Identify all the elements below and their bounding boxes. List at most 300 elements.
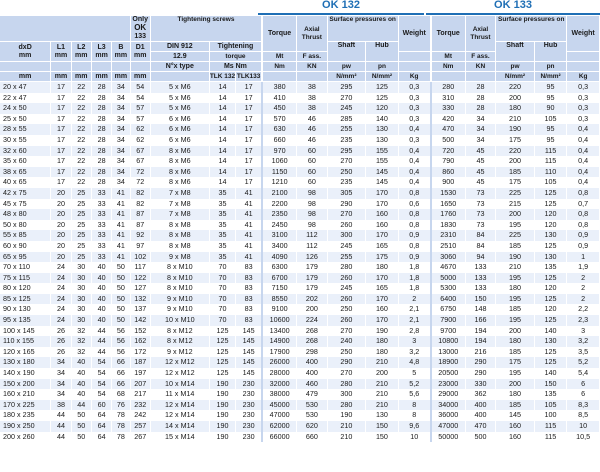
value-cell: 285 [327, 114, 366, 125]
table-row [0, 209, 600, 220]
value-cell: 83 [236, 294, 262, 305]
value-cell: 479 [297, 389, 327, 400]
value-cell: 15 x M14 [150, 432, 209, 443]
value-cell: 260 [327, 273, 366, 284]
value-cell: 2 [567, 294, 600, 305]
value-cell: 135 [534, 262, 567, 273]
value-cell: 195 [496, 273, 535, 284]
value-cell: 70 [209, 273, 235, 284]
value-cell: 133 [465, 273, 495, 284]
value-cell: 200 [496, 326, 535, 337]
value-cell: 32000 [262, 379, 297, 390]
value-cell: 200 [496, 93, 535, 104]
size-cell: 130 x 180 [0, 357, 51, 368]
value-cell: 17 [236, 177, 262, 188]
header-blank-row4 [112, 62, 130, 72]
value-cell: 170 [366, 273, 399, 284]
value-cell: 18900 [431, 357, 466, 368]
value-cell: 195 [496, 315, 535, 326]
value-cell: 34 [112, 82, 130, 93]
value-cell: 50 [71, 421, 91, 432]
value-cell: 45 [465, 167, 495, 178]
value-cell: 115 [534, 146, 567, 157]
value-cell: 82 [130, 199, 150, 210]
value-cell: 12 x M12 [150, 357, 209, 368]
value-cell: 250 [327, 347, 366, 358]
value-cell: 9 x M12 [150, 347, 209, 358]
value-cell: 165 [366, 283, 399, 294]
size-cell: 55 x 85 [0, 230, 51, 241]
value-cell: 6400 [431, 294, 466, 305]
value-cell: 160 [496, 421, 535, 432]
table-row [0, 124, 600, 135]
value-cell: 2,2 [567, 304, 600, 315]
value-cell: 54 [91, 357, 111, 368]
value-cell: 133 [465, 262, 495, 273]
header-pw-133: pw [496, 62, 535, 72]
value-cell: 0,3 [567, 82, 600, 93]
value-cell: 30 [71, 304, 91, 315]
table-row [0, 156, 600, 167]
value-cell: 230 [236, 389, 262, 400]
size-cell: 22 x 47 [0, 93, 51, 104]
value-cell: 41 [112, 252, 130, 263]
value-cell: 68 [112, 389, 130, 400]
value-cell: 32 [71, 336, 91, 347]
table-row [0, 294, 600, 305]
value-cell: 190 [209, 421, 235, 432]
value-cell: 35 [209, 220, 235, 231]
value-cell: 0,4 [567, 156, 600, 167]
value-cell: 72 [130, 167, 150, 178]
value-cell: 0,4 [398, 124, 431, 135]
unit-kg-132: Kg [398, 72, 431, 82]
value-cell: 2,1 [398, 315, 431, 326]
value-cell: 130 [366, 124, 399, 135]
value-cell: 125 [366, 93, 399, 104]
table-row [0, 262, 600, 273]
header-kn-132: KN [297, 62, 327, 72]
value-cell: 245 [327, 241, 366, 252]
value-cell: 300 [327, 389, 366, 400]
value-cell: 280 [327, 400, 366, 411]
header-d1: D1 mm [130, 42, 150, 62]
value-cell: 125 [209, 347, 235, 358]
header-torque-132: Torque [262, 16, 297, 52]
value-cell: 105 [534, 114, 567, 125]
value-cell: 26 [51, 336, 71, 347]
value-cell: 83 [236, 273, 262, 284]
value-cell: 50 [71, 432, 91, 443]
value-cell: 20 [51, 252, 71, 263]
value-cell: 17 [51, 177, 71, 188]
size-cell: 200 x 260 [0, 432, 51, 443]
value-cell: 860 [431, 167, 466, 178]
value-cell: 170 [366, 230, 399, 241]
value-cell: 1650 [431, 199, 466, 210]
value-cell: 5,2 [398, 379, 431, 390]
value-cell: 24 [51, 283, 71, 294]
table-row [0, 188, 600, 199]
value-cell: 54 [130, 82, 150, 93]
value-cell: 8,3 [567, 400, 600, 411]
value-cell: 7 x M8 [150, 199, 209, 210]
value-cell: 22 [71, 167, 91, 178]
value-cell: 20500 [431, 368, 466, 379]
value-cell: 73 [465, 209, 495, 220]
unit-mm: mm [0, 72, 51, 82]
value-cell: 190 [366, 326, 399, 337]
value-cell: 34 [112, 135, 130, 146]
value-cell: 45000 [262, 400, 297, 411]
value-cell: 41 [112, 199, 130, 210]
header-grade: 12.9 [150, 52, 209, 62]
size-cell: 28 x 55 [0, 124, 51, 135]
value-cell: 54 [91, 379, 111, 390]
size-cell: 32 x 60 [0, 146, 51, 157]
value-cell: 34 [112, 114, 130, 125]
value-cell: 34 [112, 124, 130, 135]
value-cell: 46 [297, 124, 327, 135]
header-blank-row4 [130, 62, 150, 72]
value-cell: 17 [51, 167, 71, 178]
value-cell: 190 [327, 410, 366, 421]
value-cell: 112 [297, 241, 327, 252]
value-cell: 20 [51, 230, 71, 241]
header-hub-132: Hub [366, 42, 399, 62]
value-cell: 0,9 [398, 230, 431, 241]
value-cell: 125 [534, 188, 567, 199]
value-cell: 98 [297, 220, 327, 231]
value-cell: 100 [534, 410, 567, 421]
header-nx-type: N°x type [150, 62, 209, 72]
value-cell: 194 [465, 336, 495, 347]
value-cell: 28 [465, 93, 495, 104]
value-cell: 9 x M10 [150, 294, 209, 305]
value-cell: 17 [51, 114, 71, 125]
value-cell: 41 [112, 209, 130, 220]
value-cell: 28 [465, 103, 495, 114]
table-row [0, 326, 600, 337]
value-cell: 280 [431, 82, 466, 93]
value-cell: 95 [534, 93, 567, 104]
value-cell: 33 [91, 252, 111, 263]
value-cell: 34 [112, 177, 130, 188]
value-cell: 135 [534, 389, 567, 400]
value-cell: 125 [209, 368, 235, 379]
value-cell: 28 [91, 167, 111, 178]
value-cell: 235 [327, 177, 366, 188]
value-cell: 185 [496, 400, 535, 411]
value-cell: 310 [431, 93, 466, 104]
value-cell: 200 [496, 209, 535, 220]
value-cell: 17 [51, 82, 71, 93]
value-cell: 83 [236, 283, 262, 294]
value-cell: 76 [112, 400, 130, 411]
value-cell: 23000 [431, 379, 466, 390]
table-row [0, 146, 600, 157]
value-cell: 6 x M6 [150, 114, 209, 125]
value-cell: 530 [297, 410, 327, 421]
value-cell: 82 [130, 188, 150, 199]
header-torque-133: Torque [431, 16, 466, 52]
value-cell: 230 [236, 400, 262, 411]
value-cell: 162 [130, 336, 150, 347]
table-row [0, 400, 600, 411]
value-cell: 570 [262, 114, 297, 125]
header-blank-132 [398, 52, 431, 62]
table-row [0, 421, 600, 432]
value-cell: 8 x M6 [150, 177, 209, 188]
value-cell: 155 [366, 146, 399, 157]
value-cell: 0,8 [567, 220, 600, 231]
value-cell: 0,3 [398, 93, 431, 104]
value-cell: 10600 [262, 315, 297, 326]
value-cell: 450 [262, 103, 297, 114]
value-cell: 84 [465, 241, 495, 252]
value-cell: 117 [130, 262, 150, 273]
header-weight-133: Weight [567, 16, 600, 52]
value-cell: 195 [496, 220, 535, 231]
value-cell: 40 [91, 283, 111, 294]
value-cell: 24 [51, 294, 71, 305]
value-cell: 41 [112, 230, 130, 241]
value-cell: 125 [534, 357, 567, 368]
table-row [0, 230, 600, 241]
value-cell: 130 [534, 252, 567, 263]
value-cell: 57 [130, 114, 150, 125]
value-cell: 120 [534, 220, 567, 231]
value-cell: 6 x M6 [150, 124, 209, 135]
value-cell: 14 [209, 167, 235, 178]
value-cell: 30 [71, 315, 91, 326]
value-cell: 2350 [262, 209, 297, 220]
header-torque-word: torque [209, 52, 262, 62]
value-cell: 94 [465, 252, 495, 263]
value-cell: 190 [209, 410, 235, 421]
header-pn-133: pn [534, 62, 567, 72]
value-cell: 0,8 [398, 188, 431, 199]
value-cell: 12 x M14 [150, 410, 209, 421]
value-cell: 0,8 [398, 220, 431, 231]
value-cell: 14 x M14 [150, 421, 209, 432]
value-cell: 0,4 [398, 156, 431, 167]
value-cell: 28000 [262, 368, 297, 379]
value-cell: 25 [71, 199, 91, 210]
value-cell: 140 [534, 368, 567, 379]
value-cell: 207 [130, 379, 150, 390]
value-cell: 17 [51, 146, 71, 157]
value-cell: 900 [431, 177, 466, 188]
value-cell: 5 x M6 [150, 103, 209, 114]
unit-nmm2-133: N/mm² [496, 72, 535, 82]
value-cell: 78 [112, 421, 130, 432]
value-cell: 220 [496, 146, 535, 157]
value-cell: 122 [130, 273, 150, 284]
value-cell: 70 [209, 294, 235, 305]
value-cell: 260 [327, 294, 366, 305]
header-din: DIN 912 [150, 42, 209, 52]
value-cell: 145 [366, 177, 399, 188]
value-cell: 1150 [262, 167, 297, 178]
value-cell: 1210 [262, 177, 297, 188]
value-cell: 24 [51, 262, 71, 273]
value-cell: 280 [327, 262, 366, 273]
value-cell: 25 [71, 188, 91, 199]
value-cell: 230 [236, 410, 262, 421]
value-cell: 160 [366, 304, 399, 315]
value-cell: 10 x M10 [150, 315, 209, 326]
value-cell: 260 [327, 220, 366, 231]
value-cell: 17 [51, 156, 71, 167]
value-cell: 87 [130, 220, 150, 231]
value-cell: 257 [130, 421, 150, 432]
ok132-underline [258, 13, 424, 15]
value-cell: 28 [91, 177, 111, 188]
value-cell: 0,4 [398, 146, 431, 157]
value-cell: 40 [91, 262, 111, 273]
value-cell: 25 [71, 209, 91, 220]
value-cell: 3,2 [398, 347, 431, 358]
value-cell: 660 [262, 135, 297, 146]
value-cell: 137 [130, 304, 150, 315]
value-cell: 97 [130, 241, 150, 252]
value-cell: 105 [534, 400, 567, 411]
value-cell: 125 [209, 326, 235, 337]
value-cell: 14 [209, 114, 235, 125]
value-cell: 14 [209, 146, 235, 157]
value-cell: 8 x M8 [150, 220, 209, 231]
header-pw-132: pw [327, 62, 366, 72]
value-cell: 127 [130, 283, 150, 294]
size-cell: 80 x 120 [0, 283, 51, 294]
value-cell: 28 [91, 103, 111, 114]
value-cell: 0,8 [398, 209, 431, 220]
value-cell: 140 [366, 114, 399, 125]
value-cell: 217 [130, 389, 150, 400]
value-cell: 8 x M8 [150, 241, 209, 252]
table-row [0, 135, 600, 146]
header-hub-133: Hub [534, 42, 567, 62]
value-cell: 28 [91, 135, 111, 146]
value-cell: 190 [496, 124, 535, 135]
value-cell: 56 [112, 347, 130, 358]
value-cell: 20 [51, 241, 71, 252]
value-cell: 50 [112, 283, 130, 294]
value-cell: 166 [465, 315, 495, 326]
value-cell: 3 [398, 336, 431, 347]
value-cell: 73 [465, 220, 495, 231]
value-cell: 8 x M10 [150, 273, 209, 284]
value-cell: 2 [567, 273, 600, 284]
value-cell: 32 [71, 326, 91, 337]
value-cell: 20 [51, 188, 71, 199]
header-blank-row4 [71, 62, 91, 72]
value-cell: 4090 [262, 252, 297, 263]
value-cell: 0,4 [567, 146, 600, 157]
value-cell: 10,5 [567, 432, 600, 443]
value-cell: 210 [366, 379, 399, 390]
size-cell: 90 x 130 [0, 304, 51, 315]
value-cell: 34 [51, 379, 71, 390]
value-cell: 180 [496, 283, 535, 294]
value-cell: 22 [71, 82, 91, 93]
value-cell: 215 [496, 199, 535, 210]
value-cell: 60 [297, 156, 327, 167]
value-cell: 26 [51, 347, 71, 358]
table-row [0, 389, 600, 400]
size-cell: 25 x 50 [0, 114, 51, 125]
value-cell: 33 [91, 188, 111, 199]
value-cell: 6 x M6 [150, 135, 209, 146]
value-cell: 67 [130, 156, 150, 167]
table-row [0, 368, 600, 379]
table-row [0, 273, 600, 284]
table-row [0, 93, 600, 104]
header-kn-133: KN [465, 62, 495, 72]
unit-blank [150, 72, 209, 82]
value-cell: 11 x M14 [150, 389, 209, 400]
value-cell: 60 [297, 167, 327, 178]
size-cell: 70 x 110 [0, 262, 51, 273]
value-cell: 125 [534, 241, 567, 252]
value-cell: 78 [112, 432, 130, 443]
value-cell: 120 [534, 304, 567, 315]
value-cell: 270 [327, 209, 366, 220]
unit-nmm2-132: N/mm² [327, 72, 366, 82]
table-row [0, 241, 600, 252]
value-cell: 34 [112, 167, 130, 178]
value-cell: 45 [465, 177, 495, 188]
value-cell: 140 [534, 326, 567, 337]
header-l2: L2 mm [71, 42, 91, 62]
value-cell: 5,4 [567, 368, 600, 379]
value-cell: 1,9 [567, 262, 600, 273]
value-cell: 17 [236, 82, 262, 93]
value-cell: 34 [465, 135, 495, 146]
value-cell: 54 [91, 389, 111, 400]
value-cell: 0,3 [398, 114, 431, 125]
value-cell: 5,2 [567, 357, 600, 368]
value-cell: 125 [534, 347, 567, 358]
value-cell: 47000 [431, 421, 466, 432]
header-fass-133: F ass. [465, 52, 495, 62]
value-cell: 25 [71, 241, 91, 252]
header-blank-kg-132 [398, 62, 431, 72]
value-cell: 250 [327, 167, 366, 178]
value-cell: 126 [297, 252, 327, 263]
value-cell: 185 [496, 347, 535, 358]
value-cell: 17 [236, 135, 262, 146]
value-cell: 1,8 [398, 283, 431, 294]
value-cell: 9700 [431, 326, 466, 337]
table-row [0, 199, 600, 210]
value-cell: 130 [366, 135, 399, 146]
value-cell: 175 [496, 357, 535, 368]
value-cell: 44 [71, 400, 91, 411]
value-cell: 78 [112, 410, 130, 421]
value-cell: 38 [51, 400, 71, 411]
header-blank-row4 [0, 62, 51, 72]
value-cell: 22 [71, 103, 91, 114]
table-row [0, 82, 600, 93]
value-cell: 33 [91, 241, 111, 252]
value-cell: 200 [297, 304, 327, 315]
value-cell: 66 [112, 357, 130, 368]
value-cell: 34 [465, 124, 495, 135]
unit-tlk132: TLK 132 [209, 72, 236, 80]
value-cell: 2,3 [567, 315, 600, 326]
